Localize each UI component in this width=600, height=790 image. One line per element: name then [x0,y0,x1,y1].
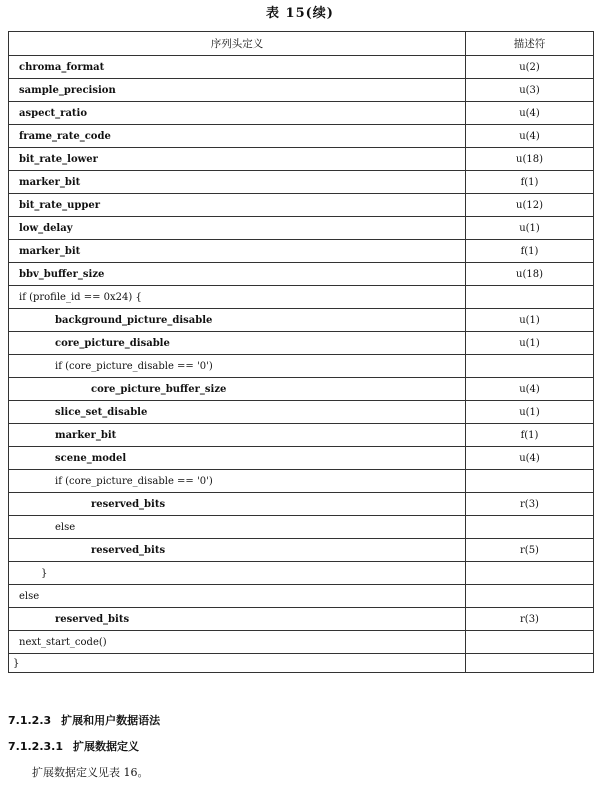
syntax-table [8,31,594,673]
syntax-statement: next_start_code() [9,631,466,654]
descriptor [466,286,594,309]
table-row [9,539,594,562]
section-number: 7.1.2.3 [8,714,52,727]
syntax-element: marker_bit [9,424,466,447]
syntax-statement: } [9,654,466,673]
table-row [9,171,594,194]
descriptor [466,654,594,673]
table-row [9,378,594,401]
syntax-element: chroma_format [9,56,466,79]
descriptor: u(2) [466,56,594,79]
descriptor: u(1) [466,401,594,424]
descriptor: u(4) [466,125,594,148]
syntax-element: core_picture_buffer_size [9,378,466,401]
table-row [9,401,594,424]
syntax-element: reserved_bits [9,493,466,516]
descriptor: u(4) [466,378,594,401]
descriptor: u(1) [466,332,594,355]
descriptor [466,470,594,493]
table-row [9,654,594,673]
table-row [9,148,594,171]
table-row [9,240,594,263]
syntax-element: core_picture_disable [9,332,466,355]
descriptor: u(1) [466,309,594,332]
syntax-element: marker_bit [9,240,466,263]
descriptor: u(4) [466,447,594,470]
descriptor [466,516,594,539]
header-definition: 序列头定义 [9,32,466,56]
table-row [9,102,594,125]
syntax-element: marker_bit [9,171,466,194]
descriptor: u(4) [466,102,594,125]
table-row [9,631,594,654]
table-row [9,332,594,355]
syntax-element: low_delay [9,217,466,240]
table-row [9,447,594,470]
descriptor: u(3) [466,79,594,102]
section-title: 扩展数据定义 [72,740,139,753]
table-row [9,562,594,585]
syntax-statement: if (core_picture_disable == '0') [9,470,466,493]
table-row [9,217,594,240]
descriptor: u(1) [466,217,594,240]
table-row [9,194,594,217]
descriptor [466,562,594,585]
syntax-statement: else [9,516,466,539]
syntax-element: sample_precision [9,79,466,102]
section-title: 扩展和用户数据语法 [61,714,161,727]
descriptor: f(1) [466,171,594,194]
syntax-element: slice_set_disable [9,401,466,424]
table-row [9,286,594,309]
body-paragraph: 扩展数据定义见表 16。 [32,766,149,779]
syntax-element: reserved_bits [9,608,466,631]
syntax-element: scene_model [9,447,466,470]
table-caption: 表 15(续) [266,6,334,21]
table-row [9,125,594,148]
descriptor: r(3) [466,493,594,516]
descriptor: u(18) [466,263,594,286]
table-row [9,79,594,102]
section-heading [8,712,160,728]
syntax-element: frame_rate_code [9,125,466,148]
syntax-element: bit_rate_upper [9,194,466,217]
section-number: 7.1.2.3.1 [8,740,63,753]
syntax-statement: if (profile_id == 0x24) { [9,286,466,309]
table-row [9,608,594,631]
table-row [9,585,594,608]
table-row [9,263,594,286]
descriptor [466,355,594,378]
table-row [9,56,594,79]
table-row [9,355,594,378]
syntax-statement: } [9,562,466,585]
table-row [9,470,594,493]
descriptor [466,585,594,608]
descriptor [466,631,594,654]
syntax-element: reserved_bits [9,539,466,562]
syntax-statement: else [9,585,466,608]
descriptor: f(1) [466,240,594,263]
table-row [9,424,594,447]
syntax-element: bit_rate_lower [9,148,466,171]
table-row [9,309,594,332]
descriptor: r(3) [466,608,594,631]
section-heading [8,738,139,754]
descriptor: u(18) [466,148,594,171]
syntax-element: background_picture_disable [9,309,466,332]
syntax-statement: if (core_picture_disable == '0') [9,355,466,378]
header-descriptor: 描述符 [466,32,594,56]
table-row [9,516,594,539]
syntax-element: bbv_buffer_size [9,263,466,286]
syntax-element: aspect_ratio [9,102,466,125]
descriptor: r(5) [466,539,594,562]
descriptor: u(12) [466,194,594,217]
descriptor: f(1) [466,424,594,447]
table-header-row [9,32,594,56]
table-row [9,493,594,516]
